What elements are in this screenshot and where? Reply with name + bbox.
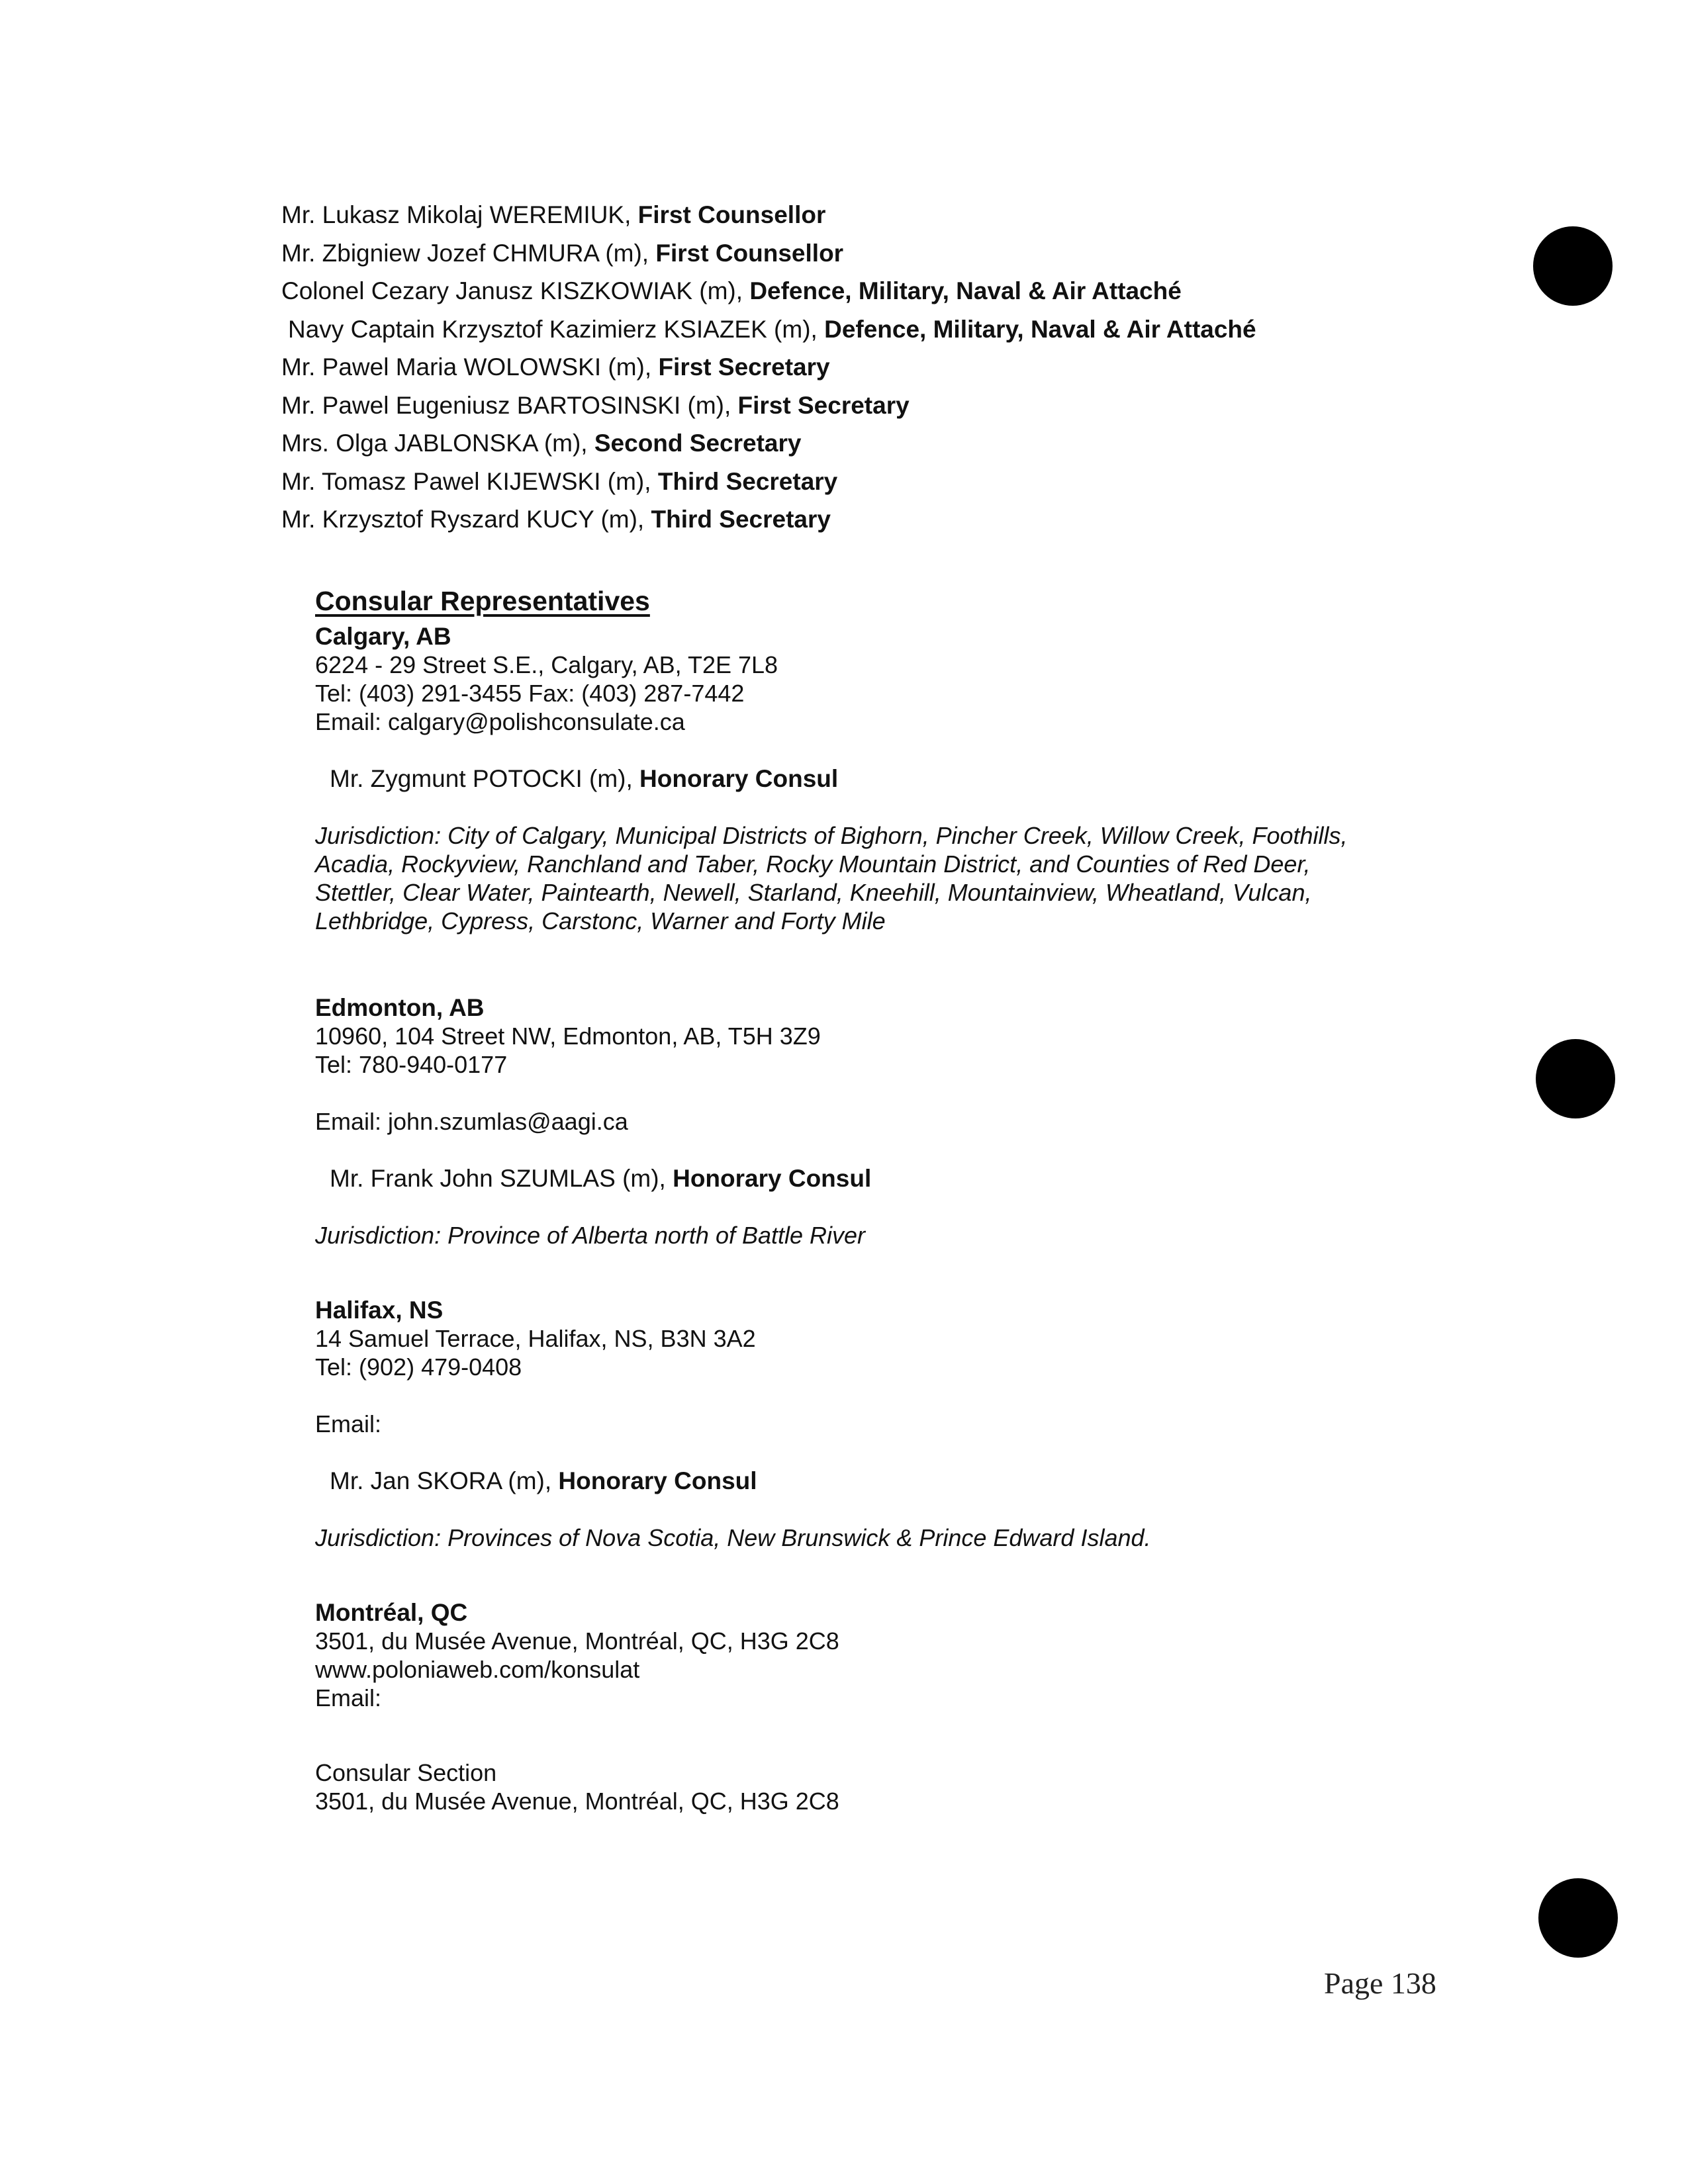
staff-name: Mr. Tomasz Pawel KIJEWSKI (m), — [281, 467, 658, 495]
staff-name: Mr. Krzysztof Ryszard KUCY (m), — [281, 506, 651, 533]
consul-name: Mr. Zygmunt POTOCKI (m), — [330, 765, 640, 792]
section-heading: Consular Representatives — [315, 586, 650, 616]
email: Email: — [315, 1410, 382, 1437]
staff-entry — [281, 424, 1407, 463]
consul-title: Honorary Consul — [673, 1165, 872, 1192]
staff-entry — [281, 234, 1407, 273]
staff-entry — [281, 196, 1407, 234]
consulate-montreal — [315, 1598, 1374, 1815]
staff-title: First Counsellor — [637, 201, 826, 228]
punch-hole — [1536, 1039, 1615, 1118]
consulate-edmonton — [315, 993, 1374, 1250]
staff-title: First Secretary — [737, 391, 910, 419]
staff-entry — [281, 310, 1407, 349]
website: www.poloniaweb.com/konsulat — [315, 1656, 640, 1683]
staff-title: Third Secretary — [657, 467, 838, 495]
consul-name: Mr. Jan SKORA (m), — [330, 1467, 559, 1494]
phone: Tel: 780-940-0177 — [315, 1051, 508, 1078]
address: 3501, du Musée Avenue, Montréal, QC, H3G 2C8 — [315, 1627, 839, 1655]
city-name: Edmonton, AB — [315, 994, 485, 1021]
address: 14 Samuel Terrace, Halifax, NS, B3N 3A2 — [315, 1325, 756, 1352]
page-number: Page 138 — [1324, 1966, 1436, 2000]
email: Email: calgary@polishconsulate.ca — [315, 708, 685, 735]
jurisdiction: Jurisdiction: Province of Alberta north of Battle River — [315, 1222, 866, 1249]
staff-title: Third Secretary — [651, 506, 831, 533]
staff-title: First Secretary — [658, 353, 830, 381]
city-name: Calgary, AB — [315, 623, 451, 650]
staff-name: Navy Captain Krzysztof Kazimierz KSIAZEK (m), — [288, 315, 825, 343]
consul-entry — [315, 1467, 1374, 1495]
punch-hole — [1538, 1878, 1618, 1958]
consulate-halifax — [315, 1296, 1374, 1552]
phone: Tel: (902) 479-0408 — [315, 1353, 522, 1381]
consulate-calgary — [315, 622, 1374, 935]
punch-hole — [1533, 226, 1613, 306]
staff-title: Second Secretary — [594, 430, 802, 457]
staff-name: Mr. Zbigniew Jozef CHMURA (m), — [281, 239, 656, 267]
staff-entry — [281, 348, 1407, 387]
staff-title: Defence, Military, Naval & Air Attaché — [749, 277, 1182, 304]
staff-title: First Counsellor — [655, 239, 844, 267]
staff-name: Mr. Pawel Maria WOLOWSKI (m), — [281, 353, 659, 381]
section-title: Consular Section — [315, 1759, 497, 1786]
staff-title: Defence, Military, Naval & Air Attaché — [824, 315, 1256, 343]
staff-entry — [281, 500, 1407, 539]
jurisdiction: Jurisdiction: Provinces of Nova Scotia, New Brunswick & Prince Edward Island. — [315, 1524, 1151, 1551]
address: 6224 - 29 Street S.E., Calgary, AB, T2E 7L8 — [315, 651, 778, 678]
city-name: Halifax, NS — [315, 1297, 444, 1324]
staff-entry — [281, 463, 1407, 501]
staff-entry — [281, 272, 1407, 310]
email: Email: — [315, 1684, 382, 1711]
staff-name: Mr. Pawel Eugeniusz BARTOSINSKI (m), — [281, 391, 738, 419]
consul-title: Honorary Consul — [558, 1467, 757, 1494]
staff-name: Colonel Cezary Janusz KISZKOWIAK (m), — [281, 277, 750, 304]
city-name: Montréal, QC — [315, 1599, 468, 1626]
staff-entry — [281, 387, 1407, 425]
phone-fax: Tel: (403) 291-3455 Fax: (403) 287-7442 — [315, 680, 745, 707]
section-address: 3501, du Musée Avenue, Montréal, QC, H3G 2C8 — [315, 1788, 839, 1815]
jurisdiction: Jurisdiction: City of Calgary, Municipal Districts of Bighorn, Pincher Creek, Willow Creek, Foothills, Acadia, Rockyview, Ranchland and Taber, Rocky Mountain District, and Counties of Red Deer, Stettler, Clear Water, Paintearth, Newell, Starland, Kneehill, Mountainview, Wheatland, Vulcan, Lethbridge, Cypress, Carstonc, Warner and Forty Mile — [315, 822, 1348, 934]
consul-name: Mr. Frank John SZUMLAS (m), — [330, 1165, 673, 1192]
consular-representatives-section — [315, 582, 1374, 1815]
address: 10960, 104 Street NW, Edmonton, AB, T5H 3Z9 — [315, 1023, 821, 1050]
consul-entry — [315, 764, 1374, 793]
staff-name: Mr. Lukasz Mikolaj WEREMIUK, — [281, 201, 638, 228]
consul-title: Honorary Consul — [639, 765, 839, 792]
email: Email: john.szumlas@aagi.ca — [315, 1108, 628, 1135]
consul-entry — [315, 1164, 1374, 1193]
diplomatic-staff-list — [281, 196, 1407, 539]
staff-name: Mrs. Olga JABLONSKA (m), — [281, 430, 594, 457]
